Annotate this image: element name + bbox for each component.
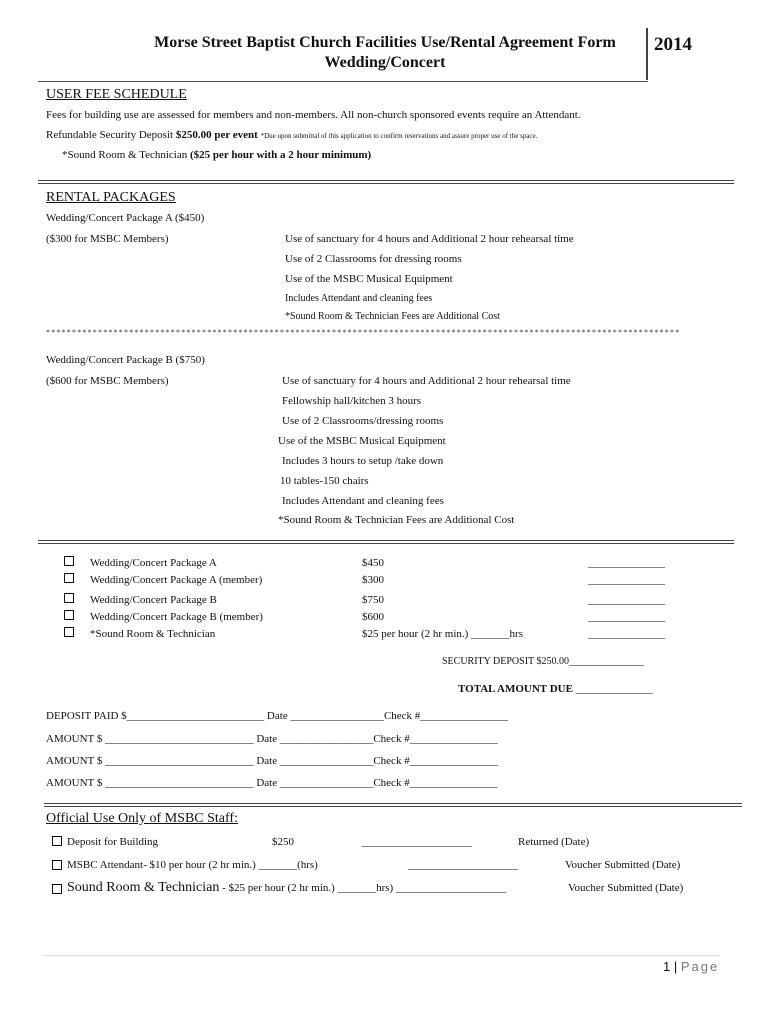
selection-amount-blank[interactable]: ______________	[588, 611, 665, 623]
total-label: TOTAL AMOUNT DUE	[458, 683, 573, 695]
title-divider	[646, 28, 648, 80]
selection-amount-blank[interactable]: ______________	[588, 594, 665, 606]
deposit-amount: $250.00 per event	[175, 129, 258, 141]
official-label-large: Sound Room & Technician	[67, 880, 220, 895]
selection-label: Wedding/Concert Package B	[90, 594, 217, 606]
title-line-2: Wedding/Concert	[324, 54, 446, 71]
section-divider-3	[44, 803, 742, 807]
selection-price: $25 per hour (2 hr min.) _______hrs	[362, 628, 524, 640]
security-deposit-line	[46, 129, 537, 141]
sound-room-rate: ($25 per hour with a 2 hour minimum)	[189, 149, 372, 161]
selection-label: Wedding/Concert Package A	[90, 557, 217, 569]
sound-room-label: *Sound Room & Technician	[62, 149, 188, 161]
official-amount: $250	[272, 836, 294, 848]
package-a-item: *Sound Room & Technician Fees are Additional Cost	[285, 311, 500, 322]
official-blank[interactable]: ____________________	[408, 859, 518, 871]
official-note: Returned (Date)	[518, 836, 590, 848]
selection-amount-blank[interactable]: ______________	[588, 574, 665, 586]
package-b-title: Wedding/Concert Package B ($750)	[46, 354, 205, 366]
deposit-building-checkbox[interactable]	[52, 836, 62, 846]
form-year: 2014	[654, 34, 692, 55]
selection-amount-blank[interactable]: ______________	[588, 557, 665, 569]
selection-price: $450	[362, 557, 384, 569]
package-b-checkbox[interactable]	[64, 593, 74, 603]
official-label: MSBC Attendant- $10 per hour (2 hr min.) _______(hrs)	[67, 859, 318, 871]
package-b-item: Use of 2 Classrooms/dressing rooms	[282, 415, 444, 427]
package-a-item: Use of sanctuary for 4 hours and Additional 2 hour rehearsal time	[285, 233, 574, 245]
fee-schedule-heading: USER FEE SCHEDULE	[46, 87, 187, 102]
selection-price: $600	[362, 611, 384, 623]
package-b-item: Use of the MSBC Musical Equipment	[278, 435, 446, 447]
page-number: 1 | Page	[663, 959, 720, 974]
sound-room-checkbox[interactable]	[64, 627, 74, 637]
title-line-1: Morse Street Baptist Church Facilities Use/Rental Agreement Form	[154, 34, 616, 51]
deposit-paid-line[interactable]: DEPOSIT PAID $_________________________ Date _________________Check #________________	[46, 710, 509, 722]
package-a-member-price: ($300 for MSBC Members)	[46, 233, 169, 245]
amount-line[interactable]: AMOUNT $ ___________________________ Date _________________Check #________________	[46, 733, 498, 745]
page-label: Page	[680, 959, 720, 974]
total-blank[interactable]: ______________	[575, 683, 653, 695]
selection-label: Wedding/Concert Package A (member)	[90, 574, 263, 586]
official-label: Deposit for Building	[67, 836, 159, 848]
sound-tech-checkbox[interactable]	[52, 884, 62, 894]
security-deposit-total: SECURITY DEPOSIT $250.00_______________	[442, 656, 644, 667]
selection-amount-blank[interactable]: ______________	[588, 628, 665, 640]
package-a-checkbox[interactable]	[64, 556, 74, 566]
official-label-rest: - $25 per hour (2 hr min.) _______hrs) ____________________	[219, 882, 506, 894]
selection-price: $750	[362, 594, 384, 606]
total-amount-due	[458, 683, 653, 695]
header-rule	[38, 81, 648, 82]
selection-label: *Sound Room & Technician	[90, 628, 216, 640]
selection-label: Wedding/Concert Package B (member)	[90, 611, 263, 623]
rental-packages-heading: RENTAL PACKAGES	[46, 190, 176, 205]
package-b-item: 10 tables-150 chairs	[280, 475, 369, 487]
form-title	[120, 34, 650, 72]
package-a-member-checkbox[interactable]	[64, 573, 74, 583]
package-b-item: Includes 3 hours to setup /take down	[282, 455, 444, 467]
package-a-item: Includes Attendant and cleaning fees	[285, 293, 433, 304]
official-note: Voucher Submitted (Date)	[568, 882, 684, 894]
footer-rule	[44, 955, 720, 956]
page-number-value: 1	[663, 959, 671, 974]
package-b-item: *Sound Room & Technician Fees are Additional Cost	[278, 514, 515, 526]
amount-line[interactable]: AMOUNT $ ___________________________ Date _________________Check #________________	[46, 755, 498, 767]
official-blank[interactable]: ____________________	[362, 836, 472, 848]
package-b-item: Includes Attendant and cleaning fees	[282, 495, 444, 507]
section-divider-2	[38, 540, 734, 544]
fee-schedule-line: Fees for building use are assessed for members and non-members. All non-church sponsored events require an Attendant.	[46, 109, 581, 121]
package-a-item: Use of the MSBC Musical Equipment	[285, 273, 453, 285]
package-b-item: Fellowship hall/kitchen 3 hours	[282, 395, 422, 407]
attendant-checkbox[interactable]	[52, 860, 62, 870]
amount-line[interactable]: AMOUNT $ ___________________________ Date _________________Check #________________	[46, 777, 498, 789]
package-b-item: Use of sanctuary for 4 hours and Additional 2 hour rehearsal time	[282, 375, 571, 387]
deposit-note: *Due upon submittal of this application to confirm reservations and assure proper use of the space.	[260, 132, 538, 140]
official-note: Voucher Submitted (Date)	[565, 859, 681, 871]
deposit-label: Refundable Security Deposit	[46, 129, 174, 141]
official-use-heading: Official Use Only of MSBC Staff:	[46, 811, 238, 826]
sound-room-line	[62, 149, 371, 161]
asterisk-separator: **************************************************************************************************************************	[46, 328, 681, 337]
package-b-member-price: ($600 for MSBC Members)	[46, 375, 169, 387]
package-a-item: Use of 2 Classrooms for dressing rooms	[285, 253, 462, 265]
package-a-title: Wedding/Concert Package A ($450)	[46, 212, 205, 224]
package-b-member-checkbox[interactable]	[64, 610, 74, 620]
selection-price: $300	[362, 574, 384, 586]
official-label	[67, 880, 506, 896]
section-divider-1	[38, 180, 734, 184]
